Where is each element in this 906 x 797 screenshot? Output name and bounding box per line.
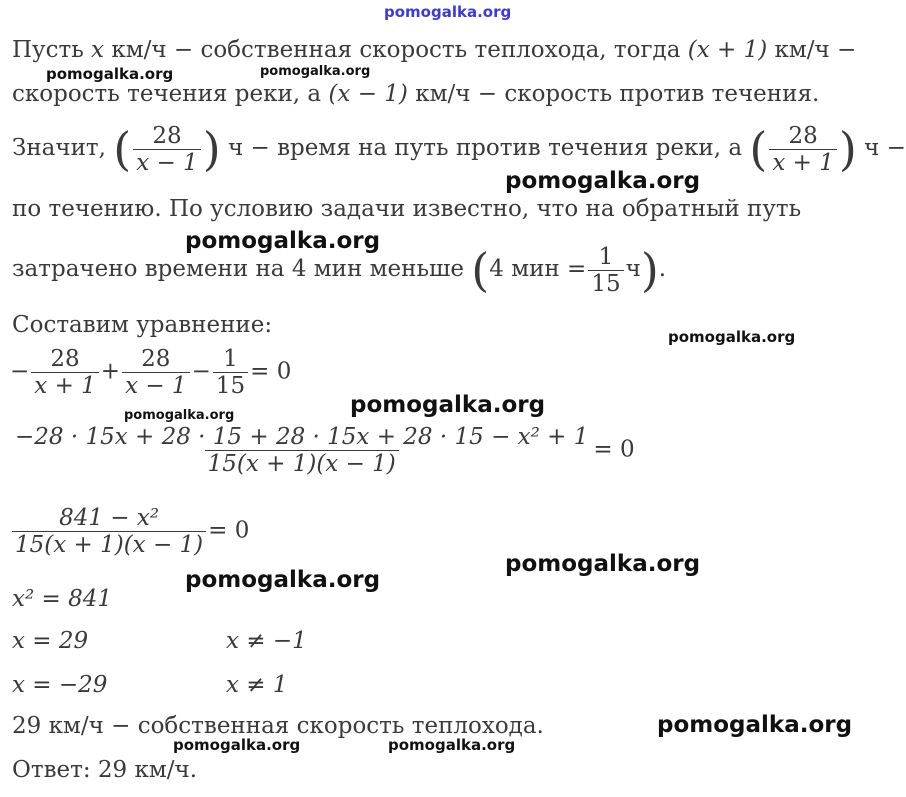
line-5: затрачено времени на 4 мин меньше (4 мин = $\frac{1}{15}$ ч). (12, 243, 667, 297)
equation-5-condition: x ≠ −1 (226, 628, 307, 654)
equation-4: x² = 841 (12, 586, 112, 612)
watermark: pomogalka.org (505, 168, 701, 194)
watermark: pomogalka.org (185, 228, 381, 254)
line-6: Составим уравнение: (12, 312, 273, 338)
equation-2: $\frac{\text{−28 · 15x + 28 · 15 + 28 · 15x + 28 · 15 − x² + 1}}{15(x + 1)(x - 1)}$ = 0 (15, 424, 635, 477)
fraction-28-over-x-plus-1: $\frac{28}{x + 1}$ (769, 123, 837, 176)
equation-6: x = −29 (12, 672, 108, 698)
answer-line: Ответ: 29 км/ч. (12, 757, 198, 783)
equation-1: − $\frac{28}{x + 1}$ + $\frac{28}{x - 1}$ − $\frac{1}{15}$ = 0 (10, 346, 292, 399)
watermark: pomogalka.org (388, 736, 516, 754)
site-header-watermark: pomogalka.org (384, 3, 512, 21)
watermark: pomogalka.org (668, 328, 796, 346)
watermark: pomogalka.org (350, 392, 546, 418)
line-1: Пусть x км/ч − собственная скорость теплохода, тогда (x + 1) км/ч − (12, 37, 857, 63)
watermark: pomogalka.org (124, 408, 235, 423)
equation-5: x = 29 (12, 628, 89, 654)
watermark: pomogalka.org (505, 551, 701, 577)
line-2: скорость течения реки, а (x − 1) км/ч − скорость против течения. (12, 81, 820, 107)
conclusion-line: 29 км/ч − собственная скорость теплохода. (12, 713, 544, 739)
watermark: pomogalka.org (173, 736, 301, 754)
watermark: pomogalka.org (185, 567, 381, 593)
line-4: по течению. По условию задачи известно, что на обратный путь (12, 196, 802, 222)
fraction-1-over-15: $\frac{1}{15}$ (588, 244, 623, 297)
fraction-28-over-x-minus-1: $\frac{28}{x - 1}$ (133, 123, 201, 176)
watermark: pomogalka.org (657, 712, 853, 738)
line-3: Значит, ( $\frac{28}{x - 1}$ ) ч − время на путь против течения реки, а ( $\frac{28}{x + 1}$ ) ч − (12, 122, 906, 176)
watermark: pomogalka.org (46, 65, 174, 83)
equation-6-condition: x ≠ 1 (226, 672, 288, 698)
watermark: pomogalka.org (260, 64, 371, 79)
equation-3: $\frac{\text{841 − x²}}{15(x + 1)(x - 1)}$ = 0 (10, 505, 249, 558)
